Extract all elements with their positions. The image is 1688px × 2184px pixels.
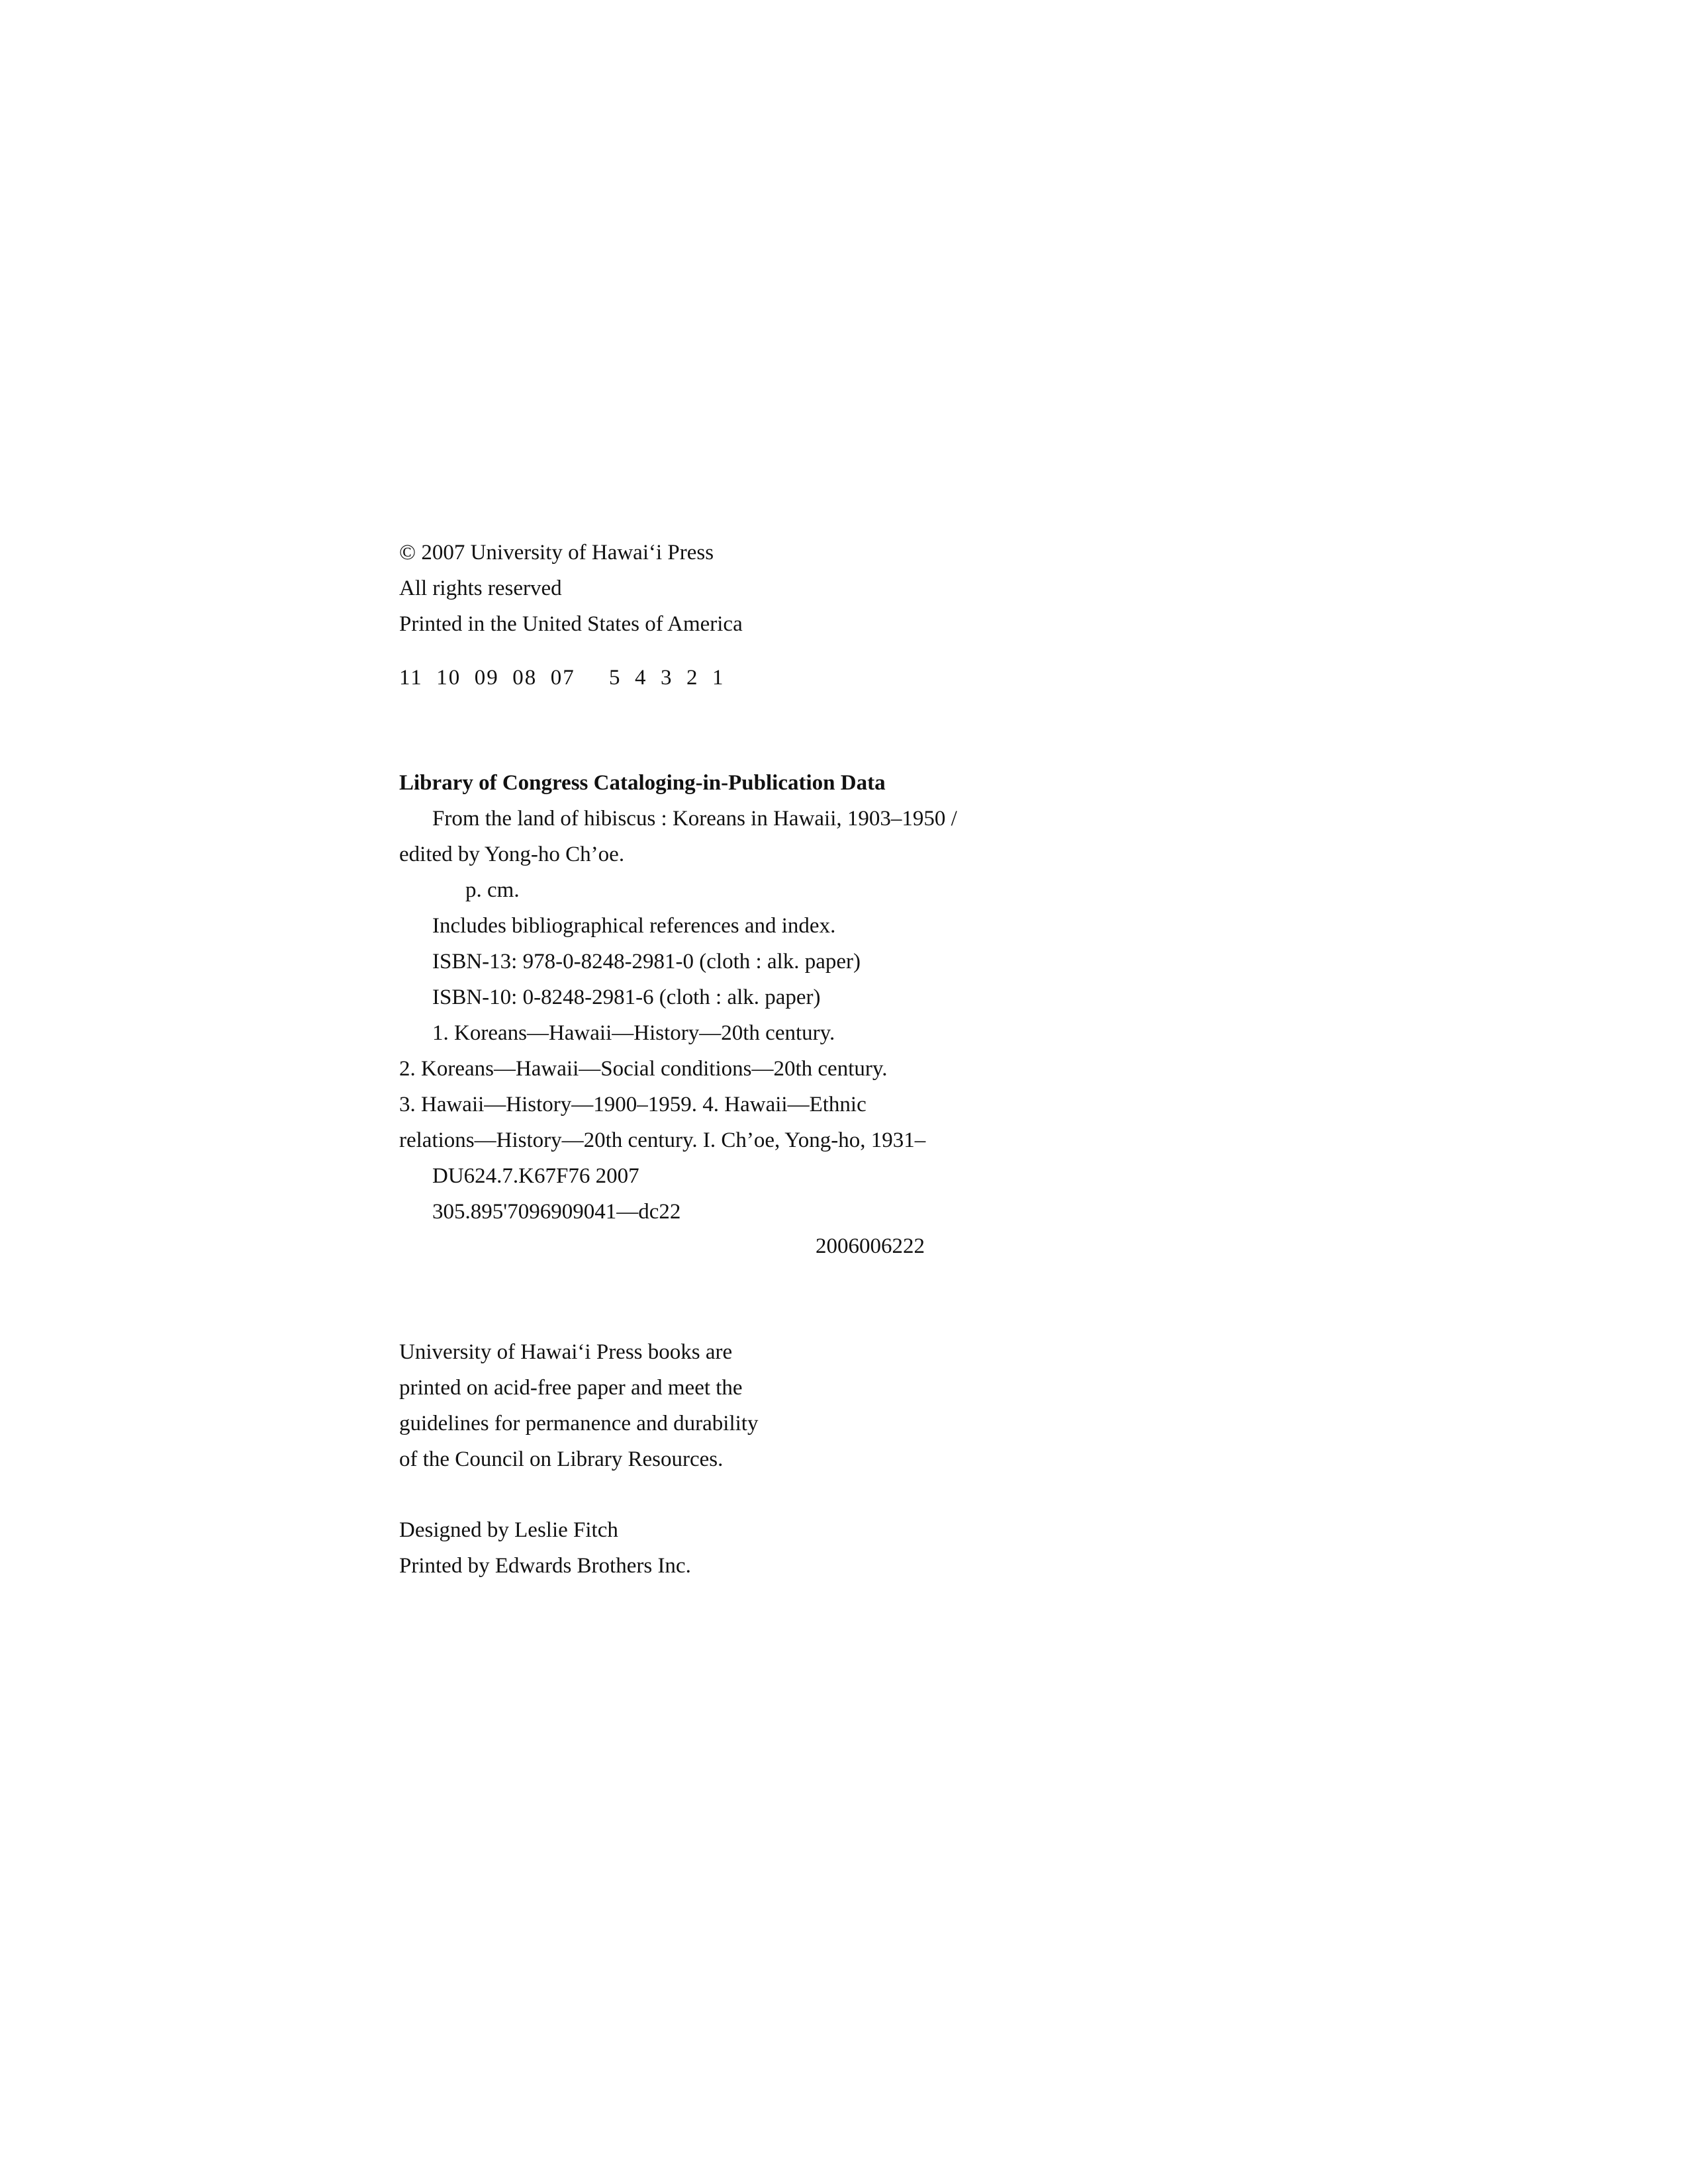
cip-lccn: 2006006222: [816, 1234, 925, 1258]
designer-line: Designed by Leslie Fitch: [399, 1518, 618, 1542]
cip-dewey-line: 305.895'7096909041—dc22: [432, 1200, 681, 1224]
paper-note-line: University of Hawai‘i Press books are: [399, 1340, 733, 1364]
printed-in-line: Printed in the United States of America: [399, 612, 743, 636]
cip-editor-line: edited by Yong-ho Ch’oe.: [399, 842, 625, 866]
credits: [399, 1512, 691, 1584]
cip-isbn10-line: ISBN-10: 0-8248-2981-6 (cloth : alk. paper): [432, 985, 821, 1009]
cip-isbn13-line: ISBN-13: 978-0-8248-2981-0 (cloth : alk. paper): [432, 950, 861, 974]
cip-subject-line: 1. Koreans—Hawaii—History—20th century.: [432, 1021, 835, 1045]
paper-note-line: of the Council on Library Resources.: [399, 1447, 724, 1471]
cip-pcm-line: p. cm.: [465, 878, 520, 902]
paper-note-line: guidelines for permanence and durability: [399, 1412, 759, 1435]
copyright-notice: [399, 535, 743, 642]
cip-subject-line: 2. Koreans—Hawaii—Social conditions—20th century.: [399, 1057, 888, 1081]
printing-number-line: 11 10 09 08 07 5 4 3 2 1: [399, 666, 725, 690]
cip-includes-line: Includes bibliographical references and index.: [432, 914, 836, 938]
cip-subject-line: 3. Hawaii—History—1900–1959. 4. Hawaii—Ethnic: [399, 1093, 867, 1116]
paper-note: [399, 1334, 758, 1477]
cip-subject-line: relations—History—20th century. I. Ch’oe, Yong-ho, 1931–: [399, 1128, 926, 1152]
printer-line: Printed by Edwards Brothers Inc.: [399, 1554, 691, 1578]
cip-title-line: From the land of hibiscus : Koreans in Hawaii, 1903–1950 /: [432, 807, 957, 831]
cip-data-block: [399, 765, 957, 1230]
rights-line: All rights reserved: [399, 576, 562, 600]
paper-note-line: printed on acid-free paper and meet the: [399, 1376, 743, 1400]
cip-lc-class-line: DU624.7.K67F76 2007: [432, 1164, 639, 1188]
copyright-line: © 2007 University of Hawai‘i Press: [399, 541, 714, 565]
cip-heading: Library of Congress Cataloging-in-Publication Data: [399, 771, 886, 795]
